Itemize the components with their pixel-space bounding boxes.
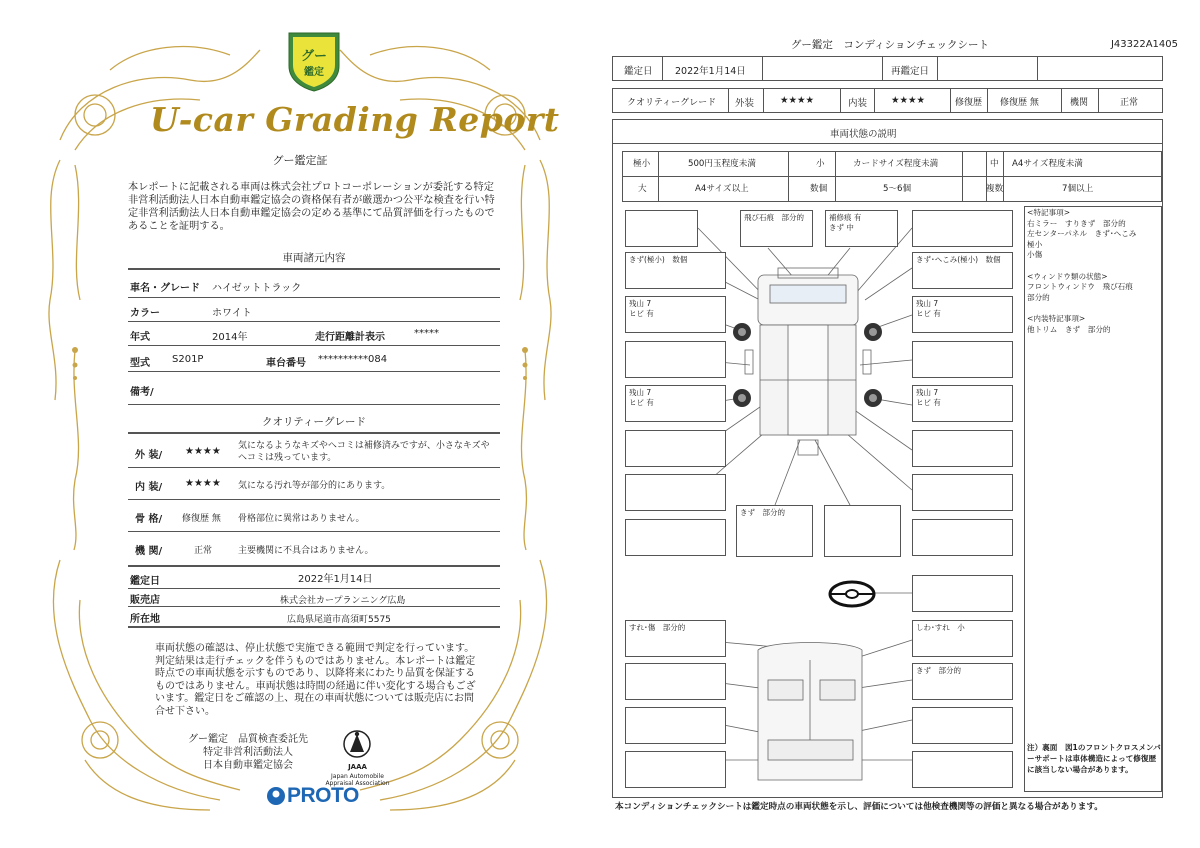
divider	[128, 297, 500, 298]
divider	[128, 565, 500, 567]
divider	[128, 606, 500, 607]
certificate-subtitle: グー鑑定証	[272, 154, 328, 167]
divider	[128, 467, 500, 468]
special-notes: <特記事項> 右ミラー すりきず 部分的 左センターパネル きず･へこみ 極小 小傷 <ウィンドウ類の状態> フロントウィンドウ 飛び石痕 部分的 <内装特記事項> 他トリム きず 部分的	[1027, 208, 1137, 334]
callout-slot	[912, 210, 1013, 247]
callout-slot	[912, 296, 1013, 333]
model-value: S201P	[172, 354, 204, 365]
divider	[128, 371, 500, 372]
callout-repair-mark: 補修痕 有 きず 中	[829, 213, 862, 232]
certificate-intro: 本レポートに記載される車両は株式会社プロトコーポレーションが委託する特定非営利活動法人日本自動車鑑定協会の資格保有者が厳選かつ公平な検査を行い特定非営利活動法人日本自動車鑑定協会の定める基準にて品質評価を行ったものであることを証明する。	[128, 182, 495, 232]
proto-mark-icon	[265, 783, 287, 811]
callout-tire-fr: 残山 7 ヒビ 有	[916, 299, 941, 318]
proto-wordmark: PROTO	[287, 784, 359, 807]
quality-desc: 気になる汚れ等が部分的にあります。	[238, 481, 391, 491]
engine-label: 機関	[1070, 98, 1089, 108]
document-id: J43322A1405	[1110, 39, 1178, 50]
year-label: 年式	[130, 332, 150, 343]
svg-text:グー: グー	[300, 49, 328, 64]
divider	[128, 404, 500, 405]
callout-slot	[825, 210, 898, 247]
appraisal-date-value: 2022年1月14日	[298, 574, 373, 585]
repair-value: 修復歴 無	[1000, 98, 1039, 108]
callout-slot	[912, 620, 1013, 657]
callout-scratch-part2: きず 部分的	[916, 666, 961, 675]
callout-slot	[912, 519, 1013, 556]
issuer-block	[178, 733, 318, 772]
divider	[128, 432, 500, 434]
quality-grade: ★★★★	[185, 446, 221, 457]
appraisal-date-label: 鑑定日	[130, 576, 160, 587]
callout-slot	[625, 296, 726, 333]
sheet-footer-note: 本コンディションチェックシートは鑑定時点の車両状態を示し、評価については他検査機関等の評価と異なる場合があります。	[615, 802, 1103, 812]
jaaa-emblem-icon	[320, 728, 395, 764]
legend-m-label: 中	[990, 159, 999, 169]
legend-xs-value: 500円玉程度未満	[688, 159, 756, 169]
quality-desc: 気になるようなキズやヘコミは補修済みですが、小さなキズやヘコミは残っています。	[238, 441, 490, 463]
mileage-value: *****	[414, 328, 439, 339]
callout-slot	[912, 430, 1013, 467]
quality-grade-label: クオリティーグレード	[627, 98, 717, 108]
callout-slot	[625, 474, 726, 511]
callout-slot	[912, 663, 1013, 700]
car-name-value: ハイゼットトラック	[212, 283, 302, 294]
callout-tire-rl: 残山 7 ヒビ 有	[629, 388, 654, 407]
legend-s-value: カードサイズ程度未満	[853, 159, 939, 169]
legend-xs-label: 極小	[633, 159, 651, 169]
callout-slot	[912, 385, 1013, 422]
legend-n-value: 5～6個	[883, 184, 912, 194]
quality-grade: ★★★★	[185, 478, 221, 489]
legend-many-value: 7個以上	[1062, 184, 1094, 194]
jaaa-subtitle: Japan Automobile Appraisal Association	[325, 773, 390, 787]
exterior-label: 外装	[735, 98, 755, 109]
legend-n-label: 数個	[810, 184, 828, 194]
chassis-label: 車台番号	[266, 358, 306, 369]
callout-slot	[625, 252, 726, 289]
divider	[128, 531, 500, 532]
chassis-value: **********084	[318, 354, 388, 365]
callout-wear-scratch: すれ･傷 部分的	[629, 623, 686, 632]
callout-slot	[912, 707, 1013, 744]
car-name-label: 車名・グレード	[130, 283, 200, 294]
callout-slot	[625, 385, 726, 422]
legend-l-label: 大	[638, 184, 647, 194]
quality-heading: クオリティーグレード	[262, 416, 366, 428]
quality-label: 内 装/	[135, 482, 163, 493]
steering-wheel-icon	[830, 582, 874, 606]
certificate-disclaimer: 車両状態の確認は、停止状態で実施できる範囲で判定を行っています。判定結果は走行チェックを伴うものではありません。本レポートは鑑定時点での車両状態を示すものであり、以降将来にわたり品質を保証するものではありません。車両状態は時間の経過に伴い変化する場合もございます。鑑定日をご確認の上、現在の車両状態については販売店にお問合せ下さい。	[155, 643, 476, 717]
quality-desc: 骨格部位に異常はありません。	[238, 514, 365, 524]
callout-slot	[912, 474, 1013, 511]
shop-label: 販売店	[130, 595, 160, 606]
callout-wrinkle: しわ･すれ 小	[916, 623, 965, 632]
quality-desc: 主要機関に不具合はありません。	[238, 546, 374, 556]
callout-slot	[625, 341, 726, 378]
address-value: 広島県尾道市高須町5575	[287, 615, 391, 625]
repair-label: 修復歴	[955, 98, 983, 108]
issuer-line: グー鑑定 品質検査委託先	[188, 734, 308, 745]
divider	[128, 626, 500, 628]
callout-slot	[736, 505, 813, 557]
legend-l-value: A4サイズ以上	[695, 184, 749, 194]
divider	[128, 268, 500, 270]
notes-footnote: 注）裏面 図1のフロントクロスメンバーサポートは車体構造によって修復歴に該当しない場合があります。	[1027, 743, 1161, 774]
callout-scratch-tiny: きず(極小) 数個	[629, 255, 688, 264]
callout-slot	[625, 620, 726, 657]
callout-stone-chip: 飛び石痕 部分的	[744, 213, 804, 222]
goo-kantei-badge-icon	[286, 30, 342, 92]
callout-slot	[625, 430, 726, 467]
callout-slot	[740, 210, 813, 247]
callout-tire-fl: 残山 7 ヒビ 有	[629, 299, 654, 318]
divider	[128, 345, 500, 346]
sheet-title: グー鑑定 コンディションチェックシート	[790, 39, 990, 51]
issuer-line: 特定非営利活動法人	[203, 747, 293, 758]
callout-slot	[912, 575, 1013, 612]
callout-slot	[912, 252, 1013, 289]
callout-slot	[824, 505, 901, 557]
callout-slot	[912, 341, 1013, 378]
divider	[128, 499, 500, 500]
appraisal-date-label: 鑑定日	[624, 66, 653, 77]
issuer-line: 日本自動車鑑定協会	[203, 760, 293, 771]
jaaa-name: JAAA	[348, 763, 367, 771]
legend-heading: 車両状態の説明	[830, 129, 897, 140]
legend-many-label: 複数	[986, 184, 1004, 194]
interior-grade: ★★★★	[891, 95, 926, 106]
quality-label: 外 装/	[135, 450, 163, 461]
remarks-label: 備考/	[130, 387, 154, 398]
interior-label: 内装	[848, 98, 868, 109]
report-title: U-car Grading Report	[150, 100, 560, 139]
quality-grade: 正常	[194, 546, 213, 556]
callout-slot	[625, 707, 726, 744]
specs-heading: 車両諸元内容	[282, 252, 346, 264]
color-value: ホワイト	[212, 308, 252, 319]
reappraisal-date-label: 再鑑定日	[891, 66, 930, 77]
legend-s-label: 小	[816, 159, 825, 169]
callout-slot	[625, 519, 726, 556]
callout-slot	[625, 210, 698, 247]
callout-scratch-part: きず 部分的	[740, 508, 785, 517]
shop-value: 株式会社カープランニング広島	[280, 596, 406, 606]
year-value: 2014年	[212, 332, 248, 343]
svg-text:鑑定: 鑑定	[304, 67, 324, 78]
divider	[128, 588, 500, 589]
quality-label: 機 関/	[135, 546, 163, 557]
callout-tire-rr: 残山 7 ヒビ 有	[916, 388, 941, 407]
condition-check-sheet	[600, 0, 1200, 848]
callout-slot	[625, 751, 726, 788]
divider	[128, 321, 500, 322]
legend-m-value: A4サイズ程度未満	[1012, 159, 1083, 169]
proto-logo	[265, 783, 375, 811]
jaaa-logo	[320, 728, 395, 787]
callout-scratch-dent: きず･へこみ(極小) 数個	[916, 255, 1001, 264]
color-label: カラー	[130, 308, 160, 319]
quality-label: 骨 格/	[135, 514, 163, 525]
quality-grade: 修復歴 無	[182, 514, 221, 524]
exterior-grade: ★★★★	[780, 95, 815, 106]
engine-value: 正常	[1120, 98, 1139, 108]
model-label: 型式	[130, 358, 150, 369]
callout-slot	[912, 751, 1013, 788]
mileage-label: 走行距離計表示	[315, 332, 385, 343]
address-label: 所在地	[130, 614, 160, 625]
callout-slot	[625, 663, 726, 700]
appraisal-date-value: 2022年1月14日	[675, 66, 746, 77]
